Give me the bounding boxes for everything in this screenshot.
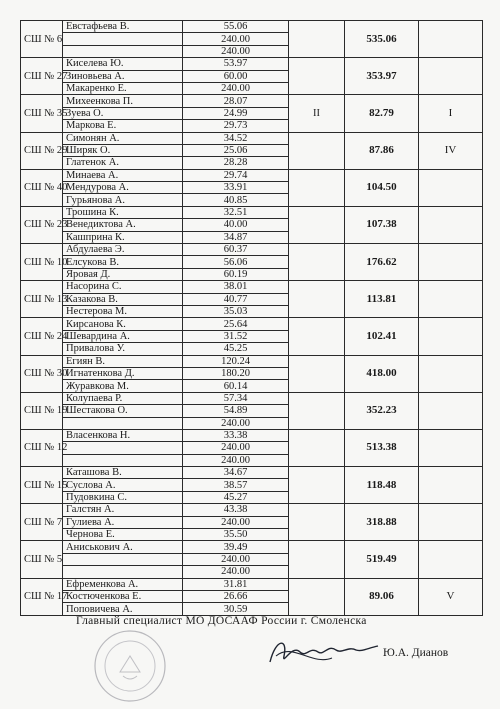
participant-score: 29.74 <box>183 169 289 181</box>
extra-cell: II <box>289 95 345 132</box>
team-total: 176.62 <box>345 244 419 281</box>
table-row <box>21 467 483 479</box>
school-cell: СШ № 23 <box>21 206 63 243</box>
school-cell: СШ № 19 <box>21 392 63 429</box>
participant-name: Евстафьева В. <box>63 21 183 33</box>
team-total: 102.41 <box>345 318 419 355</box>
participant-name <box>63 566 183 578</box>
participant-score: 30.59 <box>183 603 289 615</box>
participant-name: Суслова А. <box>63 479 183 491</box>
participant-name <box>63 454 183 466</box>
participant-name: Елсукова В. <box>63 256 183 268</box>
school-cell: СШ № 24 <box>21 318 63 355</box>
participant-name <box>63 33 183 45</box>
participant-name: Минаева А. <box>63 169 183 181</box>
participant-score: 26.66 <box>183 590 289 602</box>
official-stamp <box>90 628 170 709</box>
participant-name: Глатенок А. <box>63 157 183 169</box>
table-row <box>21 355 483 367</box>
school-cell: СШ № 7 <box>21 504 63 541</box>
participant-score: 33.38 <box>183 429 289 441</box>
extra-cell <box>289 504 345 541</box>
footer-position: Главный специалист МО ДОСААФ России г. Смоленска <box>76 615 367 627</box>
school-cell: СШ № 15 <box>21 467 63 504</box>
participant-score: 35.50 <box>183 529 289 541</box>
extra-cell <box>289 132 345 169</box>
participant-score: 45.27 <box>183 491 289 503</box>
participant-name: Привалова У. <box>63 343 183 355</box>
school-cell: СШ № 27 <box>21 58 63 95</box>
school-cell: СШ № 30 <box>21 355 63 392</box>
table-row <box>21 392 483 404</box>
table-row <box>21 21 483 33</box>
team-place <box>419 541 483 578</box>
extra-cell <box>289 281 345 318</box>
participant-name: Шевардина А. <box>63 330 183 342</box>
participant-name: Мендурова А. <box>63 182 183 194</box>
participant-name: Кашприна К. <box>63 231 183 243</box>
participant-name: Каташова В. <box>63 467 183 479</box>
participant-score: 40.85 <box>183 194 289 206</box>
table-row <box>21 281 483 293</box>
participant-score: 34.67 <box>183 467 289 479</box>
team-total: 352.23 <box>345 392 419 429</box>
table-row <box>21 58 483 70</box>
participant-name: Казакова В. <box>63 293 183 305</box>
participant-name: Абдулаева Э. <box>63 244 183 256</box>
results-table <box>20 20 483 616</box>
participant-score: 60.37 <box>183 244 289 256</box>
participant-score: 60.19 <box>183 268 289 280</box>
team-total: 82.79 <box>345 95 419 132</box>
team-place <box>419 169 483 206</box>
participant-name: Нестерова М. <box>63 305 183 317</box>
participant-score: 180.20 <box>183 367 289 379</box>
participant-score: 54.89 <box>183 405 289 417</box>
participant-score: 57.34 <box>183 392 289 404</box>
participant-name: Киселева Ю. <box>63 58 183 70</box>
school-cell: СШ № 17 <box>21 578 63 615</box>
participant-score: 53.97 <box>183 58 289 70</box>
team-total: 89.06 <box>345 578 419 615</box>
participant-name: Шиpяк О. <box>63 144 183 156</box>
participant-score: 60.14 <box>183 380 289 392</box>
participant-name: Ефременкова А. <box>63 578 183 590</box>
participant-score: 240.00 <box>183 516 289 528</box>
team-place <box>419 392 483 429</box>
table-row <box>21 318 483 330</box>
participant-score: 25.64 <box>183 318 289 330</box>
team-total: 519.49 <box>345 541 419 578</box>
team-total: 513.38 <box>345 429 419 466</box>
participant-name: Чернова Е. <box>63 529 183 541</box>
participant-name: Насорина С. <box>63 281 183 293</box>
team-place <box>419 467 483 504</box>
table-row <box>21 504 483 516</box>
participant-score: 45.25 <box>183 343 289 355</box>
school-cell: СШ № 35 <box>21 95 63 132</box>
extra-cell <box>289 429 345 466</box>
participant-score: 34.87 <box>183 231 289 243</box>
participant-name: Зиновьева А. <box>63 70 183 82</box>
extra-cell <box>289 169 345 206</box>
participant-name: Макаренко Е. <box>63 82 183 94</box>
table-row <box>21 132 483 144</box>
participant-score: 240.00 <box>183 417 289 429</box>
extra-cell <box>289 541 345 578</box>
participant-name: Венедиктова А. <box>63 219 183 231</box>
participant-score: 39.49 <box>183 541 289 553</box>
team-place <box>419 21 483 58</box>
extra-cell <box>289 318 345 355</box>
participant-name: Михеенкова П. <box>63 95 183 107</box>
team-place <box>419 355 483 392</box>
team-total: 107.38 <box>345 206 419 243</box>
table-row <box>21 429 483 441</box>
team-total: 87.86 <box>345 132 419 169</box>
extra-cell <box>289 21 345 58</box>
participant-score: 31.52 <box>183 330 289 342</box>
participant-score: 56.06 <box>183 256 289 268</box>
table-row <box>21 578 483 590</box>
participant-name: Гурьянова А. <box>63 194 183 206</box>
signer-name: Ю.А. Дианов <box>383 647 449 659</box>
participant-name: Галстян А. <box>63 504 183 516</box>
participant-score: 55.06 <box>183 21 289 33</box>
participant-score: 40.77 <box>183 293 289 305</box>
participant-score: 32.51 <box>183 206 289 218</box>
team-place <box>419 206 483 243</box>
participant-name <box>63 553 183 565</box>
participant-score: 38.57 <box>183 479 289 491</box>
team-total: 418.00 <box>345 355 419 392</box>
school-cell: СШ № 5 <box>21 541 63 578</box>
participant-name: Яровая Д. <box>63 268 183 280</box>
team-total: 318.88 <box>345 504 419 541</box>
participant-score: 35.03 <box>183 305 289 317</box>
team-place: V <box>419 578 483 615</box>
participant-name: Власенкова Н. <box>63 429 183 441</box>
participant-name: Аниськович А. <box>63 541 183 553</box>
participant-name: Костюченкова Е. <box>63 590 183 602</box>
table-row <box>21 206 483 218</box>
participant-score: 43.38 <box>183 504 289 516</box>
extra-cell <box>289 355 345 392</box>
participant-score: 240.00 <box>183 442 289 454</box>
participant-score: 120.24 <box>183 355 289 367</box>
results-table-body <box>21 21 483 616</box>
table-row <box>21 244 483 256</box>
participant-score: 60.00 <box>183 70 289 82</box>
participant-name: Поповичева А. <box>63 603 183 615</box>
extra-cell <box>289 58 345 95</box>
participant-score: 24.99 <box>183 107 289 119</box>
team-place: IV <box>419 132 483 169</box>
participant-score: 240.00 <box>183 566 289 578</box>
handwritten-signature <box>262 632 382 677</box>
participant-name: Маркова Е. <box>63 120 183 132</box>
participant-name: Шестакова О. <box>63 405 183 417</box>
participant-name: Пудовкина С. <box>63 491 183 503</box>
school-cell: СШ № 13 <box>21 281 63 318</box>
participant-score: 38.01 <box>183 281 289 293</box>
participant-name: Кирсанова К. <box>63 318 183 330</box>
school-cell: СШ № 6 <box>21 21 63 58</box>
team-total: 353.97 <box>345 58 419 95</box>
participant-score: 240.00 <box>183 82 289 94</box>
team-total: 113.81 <box>345 281 419 318</box>
participant-name <box>63 442 183 454</box>
extra-cell <box>289 578 345 615</box>
participant-name: Зуева О. <box>63 107 183 119</box>
extra-cell <box>289 467 345 504</box>
table-row <box>21 541 483 553</box>
team-total: 535.06 <box>345 21 419 58</box>
participant-name: Колупаева Р. <box>63 392 183 404</box>
participant-name: Симонян А. <box>63 132 183 144</box>
participant-score: 34.52 <box>183 132 289 144</box>
participant-score: 240.00 <box>183 454 289 466</box>
participant-score: 28.28 <box>183 157 289 169</box>
extra-cell <box>289 244 345 281</box>
team-place <box>419 318 483 355</box>
participant-name: Игнатенкова Д. <box>63 367 183 379</box>
participant-score: 33.91 <box>183 182 289 194</box>
team-place: I <box>419 95 483 132</box>
participant-score: 240.00 <box>183 45 289 57</box>
participant-name: Журавкова М. <box>63 380 183 392</box>
participant-score: 28.07 <box>183 95 289 107</box>
school-cell: СШ № 10 <box>21 244 63 281</box>
participant-score: 25.06 <box>183 144 289 156</box>
team-place <box>419 281 483 318</box>
participant-score: 29.73 <box>183 120 289 132</box>
school-cell: СШ № 12 <box>21 429 63 466</box>
participant-name <box>63 417 183 429</box>
team-place <box>419 244 483 281</box>
extra-cell <box>289 392 345 429</box>
participant-name <box>63 45 183 57</box>
table-row <box>21 169 483 181</box>
participant-score: 40.00 <box>183 219 289 231</box>
team-place <box>419 58 483 95</box>
team-total: 118.48 <box>345 467 419 504</box>
participant-score: 240.00 <box>183 33 289 45</box>
team-total: 104.50 <box>345 169 419 206</box>
team-place <box>419 429 483 466</box>
table-row <box>21 95 483 107</box>
participant-score: 240.00 <box>183 553 289 565</box>
extra-cell <box>289 206 345 243</box>
participant-name: Трошина К. <box>63 206 183 218</box>
team-place <box>419 504 483 541</box>
school-cell: СШ № 29 <box>21 132 63 169</box>
participant-score: 31.81 <box>183 578 289 590</box>
participant-name: Гулиева А. <box>63 516 183 528</box>
participant-name: Егиян В. <box>63 355 183 367</box>
school-cell: СШ № 40 <box>21 169 63 206</box>
